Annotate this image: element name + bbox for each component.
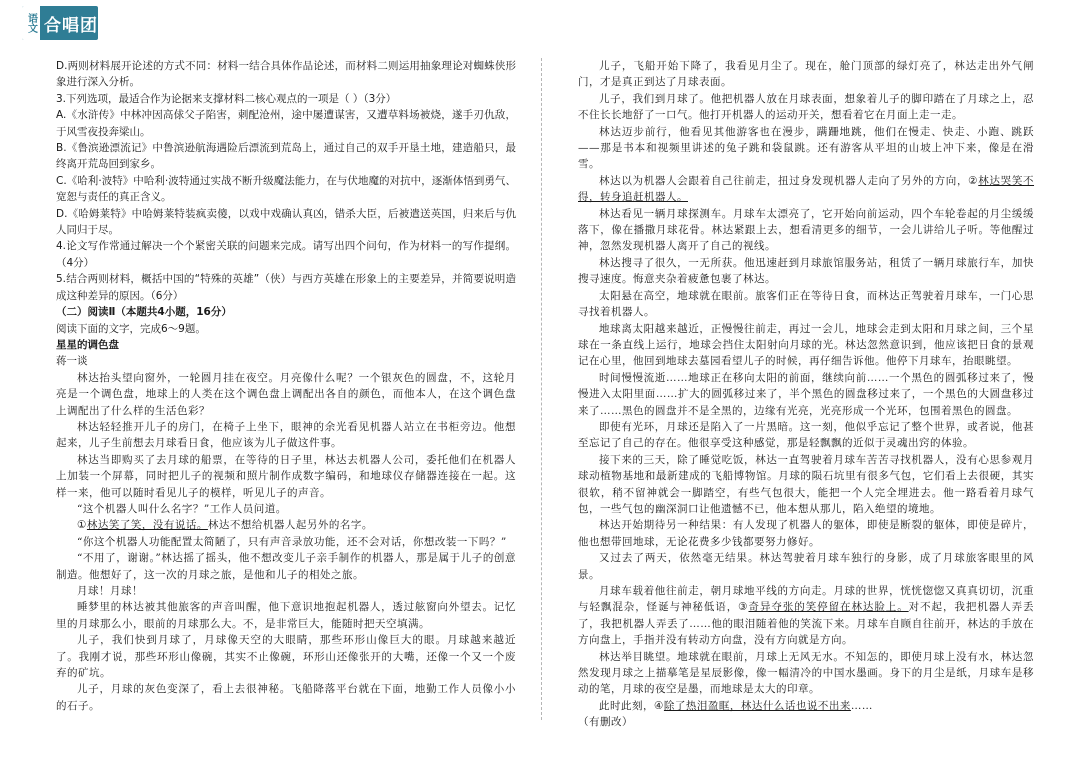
story-paragraph: 林达抬头望向窗外，一轮圆月挂在夜空。月亮像什么呢？一个银灰色的圆盘，不，这轮月亮是一个调色盘，地球上的人类在这个调色盘上调配出各自的颜色，而他本人，在这个调色盘上调配出了什么样的生活色彩？ [56, 371, 516, 417]
story-paragraph: 儿子，我们到月球了。他把机器人放在月球表面，想象着儿子的脚印踏在了月球之上，忍不住长长地舒了一口气。他打开机器人的运动开关，想看着它在月面上走一走。 [578, 92, 1034, 122]
question-3-option-a: A.《水浒传》中林冲因高俅父子陷害，刺配沧州，途中屡遭谋害，又遭草料场被烧，遂手刃仇敌，于风雪夜投奔梁山。 [56, 109, 516, 138]
story-paragraph-underlined-3 [578, 583, 1034, 649]
story-paragraph: 太阳悬在高空，地球就在眼前。旅客们正在等待日食，而林达正驾驶着月球车，一门心思寻找着机器人。 [578, 289, 1034, 319]
underlined-sentence-4: 除了热泪盈眶，林达什么话也说不出来 [663, 699, 851, 712]
story-paragraph-underlined-1 [56, 517, 516, 533]
story-paragraph: 林达开始期待另一种结果：有人发现了机器人的躯体，即使是断裂的躯体，即使是碎片，他也想带回地球，无论花费多少钱都要努力修好。 [578, 519, 1034, 548]
story-paragraph: 又过去了两天，依然毫无结果。林达驾驶着月球车独行的身影，成了月球旅客眼里的风景。 [578, 552, 1034, 581]
marker-3: ③ [738, 601, 749, 614]
story-paragraph: “不用了，谢谢。”林达摇了摇头，他不想改变儿子亲手制作的机器人，那是属于儿子的创意制造。他想好了，这一次的月球之旅，是他和儿子的相处之旅。 [56, 552, 516, 581]
logo-brand-text: 合唱团 [44, 15, 98, 36]
story-paragraph: “这个机器人叫什么名字？”工作人员问道。 [77, 502, 287, 515]
underlined-sentence-1: 林达笑了笑，没有说话。 [86, 519, 208, 532]
story-text: …… [850, 699, 873, 712]
story-paragraph: 地球离太阳越来越近，正慢慢往前走，再过一会儿，地球会走到太阳和月球之间，三个星球在一条直线上运行，地球会挡住太阳射向月球的光。林达忽然意识到，他应该把日食的景观记在心里，他回到地球去墓园看望儿子的时候，再仔细告诉他。他停下月球车，抬眼眺望。 [578, 322, 1034, 368]
story-paragraph: 林达举目眺望。地球就在眼前，月球上无风无水。不知怎的，即使月球上没有水，林达忽然发现月球之上描摹笔是星辰影像，像一幅清冷的中国水墨画。身下的月尘是纸，月球车是移动的笔，月球的夜空是墨，而地球是太大的印章。 [578, 650, 1034, 696]
question-5: 5.结合两则材料，概括中国的“特殊的英雄”（侠）与西方英雄在形象上的主要差异，并简要说明造成这种差异的原因。（6分） [56, 273, 516, 302]
left-column [56, 58, 516, 714]
underlined-sentence-3: 奇异夺张的笑停留在林达脸上。 [748, 601, 909, 614]
question-3-option-b: B.《鲁滨逊漂流记》中鲁滨逊航海遇险后漂流到荒岛上，通过自己的双手开垦土地，建造船只，最终离开荒岛回到家乡。 [56, 142, 516, 171]
story-paragraph: 林达看见一辆月球探测车。月球车太漂亮了，它开始向前运动，四个车轮卷起的月尘缓缓落下，像在播撒月球花骨。林达紧跟上去，想看清更多的细节，一会儿讲给儿子听。等他醒过神，忽然发现机器人离开了自己的视线。 [578, 207, 1034, 253]
underlined-sentence-2: 林达哭笑不得，转身追赶机器人。 [578, 174, 1035, 204]
story-left-body [56, 370, 516, 715]
story-text: 此时此刻， [599, 699, 654, 712]
story-paragraph: 儿子，月球的灰色变深了，看上去很神秘。飞船降落平台就在下面，地勤工作人员像小小的石子。 [56, 683, 516, 712]
story-author: 蒋一谈 [56, 355, 88, 368]
brand-logo [22, 6, 98, 40]
story-title: 星星的调色盘 [56, 338, 119, 351]
story-paragraph: “你这个机器人功能配置太简陋了，只有声音录放功能，还不会对话，你想改装一下吗？” [77, 535, 507, 548]
question-2-option-d: D.两则材料展开论述的方式不同：材料一结合具体作品论述，而材料二则运用抽象理论对蜘蛛侠形象进行深入分析。 [56, 60, 516, 89]
story-paragraph: 林达轻轻推开儿子的房门，在椅子上坐下，眼神的余光看见机器人站立在书柜旁边。他想起来，儿子生前想去月球看日食，他应该为儿子做这件事。 [56, 420, 516, 450]
story-paragraph: 时间慢慢流逝……地球正在移向太阳的前面，继续向前……一个黑色的圆弧移过来了，慢慢进入太阳里面……扩大的圆弧移过来了，半个黑色的圆盘移过来了，一个黑色的大圆盘移过来了……黑色的圆盘并不是全黑的，边缘有光亮，光亮形成一个光环，包围着黑色的圆盘。 [578, 371, 1034, 417]
question-3-option-d: D.《哈姆莱特》中哈姆莱特装疯卖傻，以戏中戏确认真凶，错杀大臣，后被遣送英国，归来后与仇人同归于尽。 [56, 207, 516, 237]
story-paragraph-underlined-4 [578, 698, 1034, 714]
source-note: （有删改） [578, 716, 633, 729]
story-paragraph: 儿子，飞船开始下降了，我看见月尘了。现在，舱门顶部的绿灯亮了，林达走出外气闸门，才是真正到达了月球表面。 [578, 60, 1034, 89]
marker-1: ① [77, 519, 87, 532]
marker-4: ④ [654, 699, 664, 712]
story-paragraph: 接下来的三天，除了睡觉吃饭，林达一直驾驶着月球车苦苦寻找机器人，没有心思参观月球动植物基地和最新建成的飞船博物馆。月球的陨石坑里有很多气包，它们看上去很硬，其实很软，稍不留神就会一脚踏空，有些气包很大，能把一个人完全埋进去。他一路看着月球气包，一些气包的幽深洞口让他遗憾不已，他本想从那儿，陷入绝望的境地。 [578, 453, 1034, 515]
story-paragraph: 林达迈步前行，他看见其他游客也在漫步，蹒跚地跳，他们在慢走、快走、小跑、跳跃——那是书本和视频里讲述的兔子跳和袋鼠跳。还有游客从平坦的山坡上冲下来，像是在滑雪。 [578, 125, 1034, 171]
story-paragraph: 睡梦里的林达被其他旅客的声音叫醒，他下意识地抱起机器人，透过舷窗向外望去。记忆里的月球那么小，眼前的月球那么大。不，是非常巨大，能随时把天空填满。 [56, 601, 516, 630]
logo-vertical-text: 语文 [22, 6, 40, 40]
question-4: 4.论文写作常通过解决一个个紧密关联的问题来完成。请写出四个问句，作为材料一的写作提纲。（4分） [56, 240, 516, 269]
story-paragraph: 即使有光环，月球还是陷入了一片黑暗。这一刻，他似乎忘记了整个世界，或者说，他甚至忘记了自己的存在。他很享受这种感觉，那是轻飘飘的近似于灵魂出窍的体验。 [578, 420, 1034, 450]
story-paragraph: 林达当即购买了去月球的船票，在等待的日子里，林达去机器人公司，委托他们在机器人上加装一个屏幕，同时把儿子的视频和照片制作成数字编码，和地球仪存储器连接在一起。这样一来，他可以随时看见儿子的模样，听见儿子的声音。 [56, 453, 516, 499]
story-paragraph: 林达搜寻了很久，一无所获。他迅速赶到月球旅馆服务站，租赁了一辆月球旅行车，加快搜寻速度。悔意夹杂着疲惫包裹了林达。 [578, 256, 1034, 286]
story-text: 对不起，我把机器人弄丢了，我把机器人弄丢了……他的眼泪随着他的笑流下来。月球车自顾自往前开，林达的手放在方向盘上，手指并没有转动方向盘，没有方向就是方向。 [578, 601, 1035, 647]
story-text: 林达不想给机器人起另外的名字。 [207, 519, 373, 532]
story-paragraph: 儿子，我们快到月球了，月球像天空的大眼睛，那些环形山像巨大的眼。月球越来越近了。我刚才说，那些环形山像碗，其实不止像碗，环形山还像张开的大嘴，还像一个又一个废弃的矿坑。 [56, 634, 516, 680]
story-text: 林达以为机器人会跟着自己往前走，扭过身发现机器人走向了另外的方向， [599, 174, 969, 187]
marker-2: ② [968, 174, 979, 187]
right-column [578, 58, 1034, 731]
story-paragraph: 月球！月球！ [77, 585, 143, 597]
column-divider [541, 58, 542, 720]
question-3: 3.下列选项，最适合作为论据来支撑材料二核心观点的一项是（ ）（3分） [56, 92, 397, 105]
section-heading: （二）阅读Ⅱ（本题共4小题，16分） [56, 306, 232, 319]
reading-instruction: 阅读下面的文字，完成6～9题。 [56, 322, 206, 335]
question-3-option-c: C.《哈利·波特》中哈利·波特通过实战不断升级魔法能力，在与伏地魔的对抗中，逐渐体悟到勇气、宽恕与责任的真正含义。 [56, 174, 516, 204]
story-text: 月球车载着他往前走，朝月球地平线的方向走。月球的世界，恍恍惚惚又真真切切，沉重与轻飘混杂，怪诞与神秘低语， [578, 585, 1034, 614]
story-paragraph-underlined-2 [578, 173, 1034, 206]
